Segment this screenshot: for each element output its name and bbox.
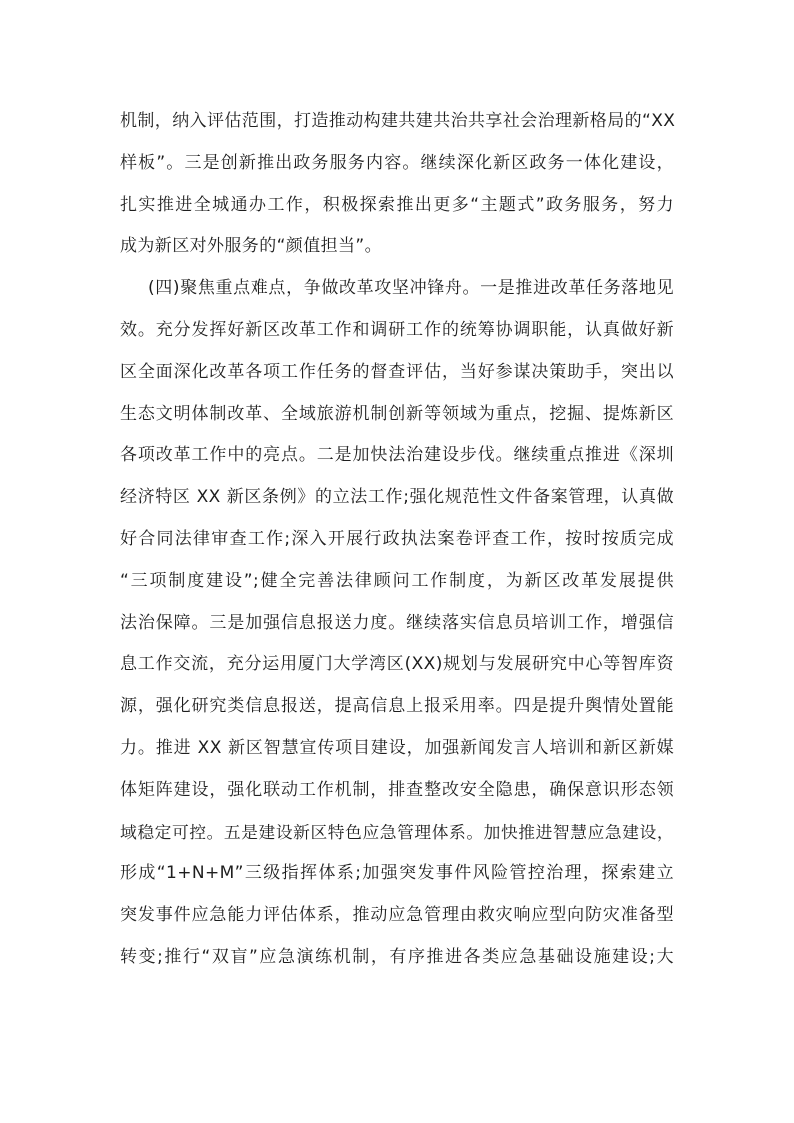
text-line-3: 扎实推进全城通办工作，积极探索推出更多“主题式”政务服务，努力 [120, 194, 674, 215]
text-line-15: 源，强化研究类信息报送，提高信息上报采用率。四是提升舆情处置能 [120, 696, 674, 717]
text-line-5: (四)聚焦重点难点，争做改革攻坚冲锋舟。一是推进改革任务落地见 [148, 278, 674, 299]
text-line-10: 经济特区 XX 新区条例》的立法工作;强化规范性文件备案管理，认真做 [120, 487, 674, 508]
text-line-12: “三项制度建设”;健全完善法律顾问工作制度，为新区改革发展提供 [120, 570, 674, 591]
text-line-9: 各项改革工作中的亮点。二是加快法治建设步伐。继续重点推进《深圳 [120, 445, 674, 466]
body-text [120, 101, 674, 979]
text-line-6: 效。充分发挥好新区改革工作和调研工作的统筹协调职能，认真做好新 [120, 319, 674, 340]
text-line-17: 体矩阵建设，强化联动工作机制，排查整改安全隐患，确保意识形态领 [120, 779, 674, 800]
text-line-19: 形成“1+N+M”三级指挥体系;加强突发事件风险管控治理，探索建立 [120, 863, 674, 884]
text-line-18: 域稳定可控。五是建设新区特色应急管理体系。加快推进智慧应急建设， [120, 821, 674, 842]
text-line-2: 样板”。三是创新推出政务服务内容。继续深化新区政务一体化建设， [120, 152, 674, 173]
text-line-7: 区全面深化改革各项工作任务的督查评估，当好参谋决策助手，突出以 [120, 361, 674, 382]
text-line-16: 力。推进 XX 新区智慧宣传项目建设，加强新闻发言人培训和新区新媒 [120, 737, 674, 758]
text-line-1: 机制，纳入评估范围，打造推动构建共建共治共享社会治理新格局的“XX [120, 111, 676, 131]
text-line-11: 好合同法律审查工作;深入开展行政执法案卷评查工作，按时按质完成 [120, 528, 674, 549]
text-line-8: 生态文明体制改革、全域旅游机制创新等领域为重点，挖掘、提炼新区 [120, 403, 674, 424]
text-line-20: 突发事件应急能力评估体系，推动应急管理由救灾响应型向防灾准备型 [120, 905, 674, 926]
text-line-13: 法治保障。三是加强信息报送力度。继续落实信息员培训工作，增强信 [120, 612, 674, 633]
text-line-4: 成为新区对外服务的“颜值担当”。 [120, 236, 383, 257]
text-line-21: 转变;推行“双盲”应急演练机制，有序推进各类应急基础设施建设;大 [120, 946, 674, 967]
text-line-14: 息工作交流，充分运用厦门大学湾区(XX)规划与发展研究中心等智库资 [120, 654, 674, 675]
